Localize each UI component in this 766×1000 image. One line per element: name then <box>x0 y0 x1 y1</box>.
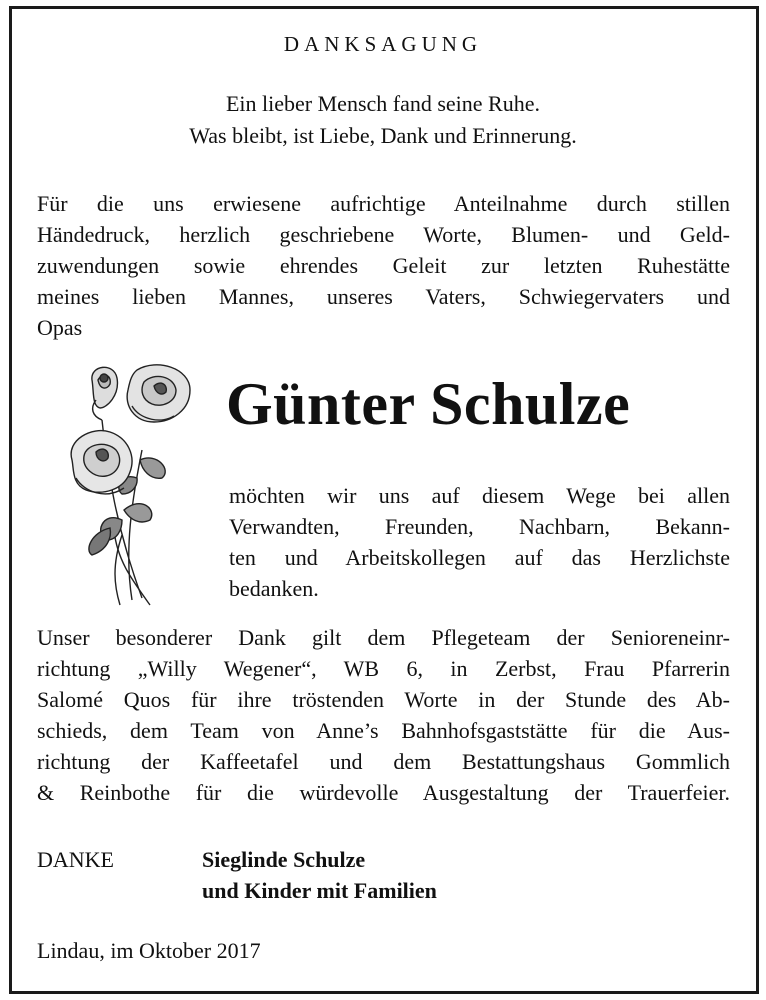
danke-label: DANKE <box>37 847 114 872</box>
special-line: richtung der Kaffeetafel und dem Bestattungshaus Gommlich <box>37 749 730 774</box>
thanks-paragraph <box>229 480 730 604</box>
special-thanks-paragraph <box>37 622 730 808</box>
intro-line: zuwendungen sowie ehrendes Geleit zur letzten Ruhestätte <box>37 253 730 278</box>
notice-title: DANKSAGUNG <box>283 32 483 56</box>
intro-line: Händedruck, herzlich geschriebene Worte, Blumen- und Geld- <box>37 222 730 247</box>
intro-paragraph <box>37 188 730 343</box>
thanks-line: möchten wir uns auf diesem Wege bei allen <box>229 483 730 508</box>
thanks-line: Verwandten, Freunden, Nachbarn, Bekann- <box>229 514 730 539</box>
special-line: Salomé Quos für ihre tröstenden Worte in der Stunde des Ab- <box>37 687 730 712</box>
signer-line: und Kinder mit Familien <box>202 878 437 903</box>
special-line: Unser besonderer Dank gilt dem Pflegeteam der Senioreneinr- <box>37 625 730 650</box>
intro-line: Für die uns erwiesene aufrichtige Anteilnahme durch stillen <box>37 191 730 216</box>
deceased-name: Günter Schulze <box>226 371 631 437</box>
roses-icon <box>62 360 202 610</box>
signers <box>202 844 437 906</box>
special-line: schieds, dem Team von Anne’s Bahnhofsgaststätte für die Aus- <box>37 718 730 743</box>
place-date: Lindau, im Oktober 2017 <box>37 938 261 963</box>
motto <box>0 88 766 152</box>
thanks-line: ten und Arbeitskollegen auf das Herzlichste <box>229 545 730 570</box>
signer-line: Sieglinde Schulze <box>202 847 366 872</box>
intro-line: meines lieben Mannes, unseres Vaters, Schwiegervaters und <box>37 284 730 309</box>
motto-line: Ein lieber Mensch fand seine Ruhe. <box>225 91 540 116</box>
special-line: richtung „Willy Wegener“, WB 6, in Zerbst, Frau Pfarrerin <box>37 656 730 681</box>
thanks-line: bedanken. <box>229 576 319 601</box>
special-line: & Reinbothe für die würdevolle Ausgestaltung der Trauerfeier. <box>37 780 730 805</box>
motto-line: Was bleibt, ist Liebe, Dank und Erinnerung. <box>189 123 577 148</box>
intro-line: Opas <box>37 315 83 340</box>
